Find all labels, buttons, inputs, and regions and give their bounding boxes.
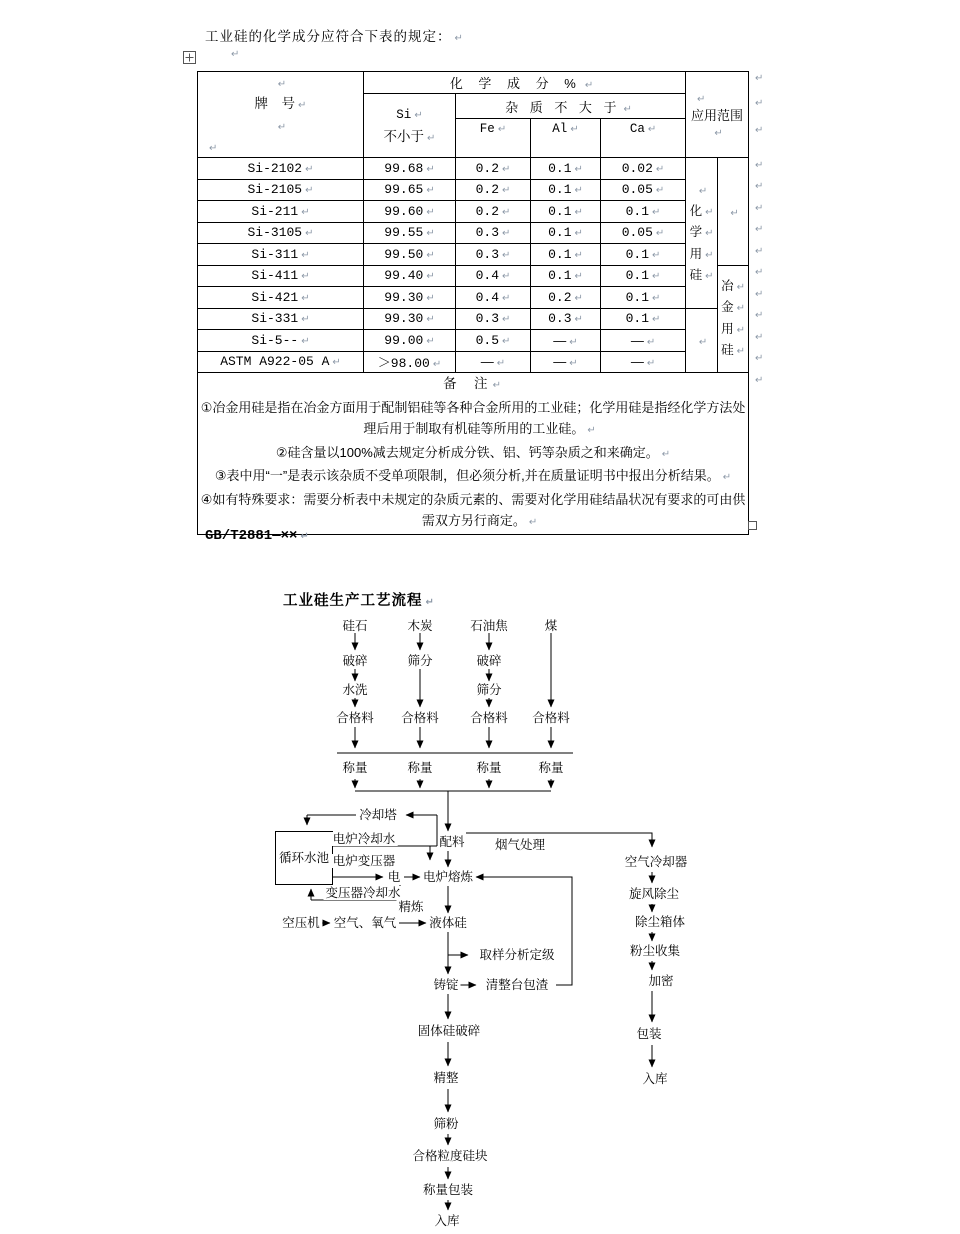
formatting-mark bbox=[198, 136, 363, 157]
al-cell: 0.2 ↵ bbox=[531, 287, 601, 309]
ca-cell: 0.1 ↵ bbox=[601, 265, 686, 287]
formatting-mark bbox=[752, 311, 763, 321]
formatting-mark bbox=[686, 91, 748, 105]
fe-cell: 0.3 ↵ bbox=[456, 222, 531, 244]
flow-node-densifying: 加密 bbox=[648, 974, 674, 988]
formatting-mark bbox=[752, 204, 763, 214]
grade-cell: Si-211 ↵ bbox=[198, 201, 364, 223]
formatting-mark bbox=[752, 126, 763, 136]
si-symbol: Si ↵ bbox=[364, 104, 455, 126]
grade-cell: Si-3105 ↵ bbox=[198, 222, 364, 244]
al-cell: 0.1 ↵ bbox=[531, 244, 601, 266]
flow-node-cyclone-dedusting: 旋风除尘 bbox=[628, 887, 680, 901]
si-cell: 99.68 ↵ bbox=[364, 158, 456, 180]
note-1: ①冶金用硅是指在冶金方面用于配制铝硅等各种合金所用的工业硅；化学用硅是指经化学方法处理后用于制取有机硅等所用的工业硅。 ↵ bbox=[198, 397, 748, 442]
grade-cell: Si-2102 ↵ bbox=[198, 158, 364, 180]
si-cell: 99.30 ↵ bbox=[364, 287, 456, 309]
si-cell: 99.55 ↵ bbox=[364, 222, 456, 244]
si-cell: 99.60 ↵ bbox=[364, 201, 456, 223]
flow-node-qualified-4: 合格料 bbox=[532, 711, 570, 725]
flow-node-furnace-cooling-water: 电炉冷却水 bbox=[332, 832, 396, 846]
flow-node-solid-silicon-crushing: 固体硅破碎 bbox=[417, 1024, 481, 1038]
flow-node-qualified-1: 合格料 bbox=[336, 711, 374, 725]
flow-node-storage-main: 入库 bbox=[434, 1214, 460, 1228]
fe-cell: — ↵ bbox=[456, 351, 531, 373]
grade-cell: Si-2105 ↵ bbox=[198, 179, 364, 201]
formatting-mark bbox=[752, 247, 763, 257]
application-empty-cell bbox=[686, 308, 718, 373]
ca-cell: 0.05 ↵ bbox=[601, 179, 686, 201]
app-chem-char: 化 ↵ bbox=[686, 201, 717, 223]
flow-node-charcoal: 木炭 bbox=[407, 619, 433, 633]
fe-cell: 0.3 ↵ bbox=[456, 244, 531, 266]
composition-header: 化 学 成 分 % ↵ bbox=[364, 72, 686, 94]
al-cell: 0.3 ↵ bbox=[531, 308, 601, 330]
formatting-mark bbox=[752, 376, 763, 386]
flow-node-batching: 配料 bbox=[439, 835, 465, 849]
ca-cell: 0.1 ↵ bbox=[601, 244, 686, 266]
formatting-mark bbox=[752, 74, 763, 84]
app-chem-char: 学 ↵ bbox=[686, 222, 717, 244]
flow-node-air-oxygen: 空气、氧气 bbox=[333, 916, 397, 930]
ca-cell: 0.1 ↵ bbox=[601, 201, 686, 223]
formatting-mark bbox=[686, 330, 717, 352]
formatting-mark bbox=[752, 161, 763, 171]
note-3: ③表中用“一”是表示该杂质不受单项限制，但必须分析,并在质量证明书中报出分析结果。 ↵ bbox=[198, 465, 748, 489]
standard-ref: GB/T2881—×× ↵ bbox=[205, 528, 309, 544]
table-row bbox=[198, 330, 749, 352]
flow-node-transformer-cooling-water: 变压器冷却水 bbox=[325, 886, 401, 900]
grade-cell: Si-331 ↵ bbox=[198, 308, 364, 330]
flow-node-powder-sieving: 筛粉 bbox=[433, 1117, 459, 1131]
application-chemical-cell bbox=[686, 158, 718, 309]
fe-header: Fe ↵ bbox=[456, 119, 531, 158]
fe-cell: 0.2 ↵ bbox=[456, 201, 531, 223]
flow-node-weigh-1: 称量 bbox=[342, 761, 368, 775]
formatting-mark bbox=[198, 72, 363, 93]
flow-node-wash: 水洗 bbox=[342, 683, 368, 697]
formatting-mark bbox=[752, 333, 763, 343]
flow-node-dust-collection: 粉尘收集 bbox=[629, 944, 681, 958]
al-cell: 0.1 ↵ bbox=[531, 201, 601, 223]
fe-cell: 0.2 ↵ bbox=[456, 158, 531, 180]
grade-cell: Si-421 ↵ bbox=[198, 287, 364, 309]
application-header-cell bbox=[686, 72, 749, 158]
table-row bbox=[198, 222, 749, 244]
al-cell: — ↵ bbox=[531, 351, 601, 373]
flow-node-crush-2: 破碎 bbox=[476, 654, 502, 668]
si-cell: ＞98.00 ↵ bbox=[364, 351, 456, 373]
formatting-mark bbox=[686, 179, 717, 201]
flow-node-cooling-tower: 冷却塔 bbox=[359, 808, 397, 822]
flow-node-qualified-2: 合格料 bbox=[401, 711, 439, 725]
si-cell: 99.40 ↵ bbox=[364, 265, 456, 287]
table-row bbox=[198, 265, 749, 287]
fe-cell: 0.4 ↵ bbox=[456, 265, 531, 287]
table-row bbox=[198, 179, 749, 201]
silicon-composition-table bbox=[197, 71, 749, 535]
flow-node-packing: 包装 bbox=[636, 1027, 662, 1041]
table-row bbox=[198, 244, 749, 266]
intro-text: 工业硅的化学成分应符合下表的规定： ↵ bbox=[205, 25, 464, 45]
al-cell: 0.1 ↵ bbox=[531, 158, 601, 180]
ca-cell: 0.02 ↵ bbox=[601, 158, 686, 180]
app-chem-char: 用 ↵ bbox=[686, 244, 717, 266]
flow-node-weighing-packing: 称量包装 bbox=[422, 1183, 474, 1197]
formatting-mark bbox=[718, 201, 748, 223]
note-2: ②硅含量以100%减去规定分析成分铁、铝、钙等杂质之和来确定。 ↵ bbox=[198, 442, 748, 466]
impurities-header: 杂 质 不 大 于 ↵ bbox=[456, 94, 686, 119]
formatting-mark bbox=[752, 354, 763, 364]
application-metallurgical-cell bbox=[718, 265, 749, 373]
fe-cell: 0.2 ↵ bbox=[456, 179, 531, 201]
flow-node-weigh-2: 称量 bbox=[407, 761, 433, 775]
app-chem-char: 硅 ↵ bbox=[686, 265, 717, 287]
table-move-handle-icon[interactable] bbox=[183, 51, 196, 69]
flow-node-ladle-slag-cleaning: 清整台包渣 bbox=[485, 978, 549, 992]
flow-node-silica: 硅石 bbox=[342, 619, 368, 633]
flow-node-sampling-grading: 取样分析定级 bbox=[479, 948, 555, 962]
grade-cell: Si-5-- ↵ bbox=[198, 330, 364, 352]
fe-cell: 0.3 ↵ bbox=[456, 308, 531, 330]
ca-cell: — ↵ bbox=[601, 351, 686, 373]
notes-cell bbox=[198, 373, 749, 535]
table-row bbox=[198, 287, 749, 309]
formatting-mark bbox=[752, 99, 763, 109]
al-cell: 0.1 ↵ bbox=[531, 222, 601, 244]
flow-node-circulating-pool: 循环水池 bbox=[275, 831, 333, 885]
ca-cell: — ↵ bbox=[601, 330, 686, 352]
si-header-cell bbox=[364, 94, 456, 158]
fe-cell: 0.4 ↵ bbox=[456, 287, 531, 309]
flow-node-smelting: 电炉熔炼 bbox=[422, 870, 474, 884]
flow-node-weigh-4: 称量 bbox=[538, 761, 564, 775]
ca-cell: 0.05 ↵ bbox=[601, 222, 686, 244]
flow-node-liquid-silicon: 液体硅 bbox=[429, 916, 467, 930]
app-met-char: 硅 ↵ bbox=[718, 340, 748, 362]
flowchart-title: 工业硅生产工艺流程 ↵ bbox=[283, 589, 435, 610]
flow-node-flue-gas-treatment: 烟气处理 bbox=[494, 838, 546, 852]
formatting-mark bbox=[198, 115, 363, 136]
al-cell: 0.1 ↵ bbox=[531, 265, 601, 287]
ca-cell: 0.1 ↵ bbox=[601, 308, 686, 330]
flow-node-refining: 精炼 bbox=[398, 900, 424, 914]
grade-header-cell bbox=[198, 72, 364, 158]
si-cell: 99.30 ↵ bbox=[364, 308, 456, 330]
formatting-mark bbox=[752, 225, 763, 235]
app-met-char: 冶 ↵ bbox=[718, 276, 748, 298]
flow-node-crush-1: 破碎 bbox=[342, 654, 368, 668]
application-header-label: 应用范围 ↵ bbox=[686, 105, 748, 139]
flow-node-qualified-3: 合格料 bbox=[470, 711, 508, 725]
grade-cell: Si-411 ↵ bbox=[198, 265, 364, 287]
flow-node-finishing: 精整 bbox=[433, 1071, 459, 1085]
table-row bbox=[198, 158, 749, 180]
al-cell: — ↵ bbox=[531, 330, 601, 352]
flow-node-qualified-silicon-lumps: 合格粒度硅块 bbox=[412, 1149, 488, 1163]
app-met-char: 金 ↵ bbox=[718, 297, 748, 319]
table-row bbox=[198, 351, 749, 373]
grade-header-label: 牌 号 ↵ bbox=[198, 93, 363, 115]
flow-node-air-compressor: 空压机 bbox=[282, 916, 320, 930]
si-cell: 99.65 ↵ bbox=[364, 179, 456, 201]
flow-node-electricity: 电 bbox=[387, 870, 401, 884]
ca-header: Ca ↵ bbox=[601, 119, 686, 158]
flow-node-furnace-transformer: 电炉变压器 bbox=[332, 854, 396, 868]
grade-cell: Si-311 ↵ bbox=[198, 244, 364, 266]
si-condition: 不小于 ↵ bbox=[364, 126, 455, 148]
al-header: Al ↵ bbox=[531, 119, 601, 158]
al-cell: 0.1 ↵ bbox=[531, 179, 601, 201]
formatting-mark bbox=[752, 290, 763, 300]
table-resize-handle[interactable] bbox=[748, 521, 757, 530]
application-empty-cell bbox=[718, 158, 749, 266]
ca-cell: 0.1 ↵ bbox=[601, 287, 686, 309]
flow-node-coal: 煤 bbox=[544, 619, 558, 633]
flow-node-air-cooler: 空气冷却器 bbox=[624, 855, 688, 869]
table-row bbox=[198, 308, 749, 330]
table-row bbox=[198, 201, 749, 223]
flow-node-sieve-1: 筛分 bbox=[407, 654, 433, 668]
flow-node-storage-right: 入库 bbox=[642, 1072, 668, 1086]
flow-node-ingot-casting: 铸锭 bbox=[433, 978, 459, 992]
fe-cell: 0.5 ↵ bbox=[456, 330, 531, 352]
formatting-mark bbox=[228, 50, 239, 60]
formatting-mark bbox=[752, 268, 763, 278]
flow-node-weigh-3: 称量 bbox=[476, 761, 502, 775]
si-cell: 99.50 ↵ bbox=[364, 244, 456, 266]
flow-node-dedusting-box: 除尘箱体 bbox=[634, 915, 686, 929]
formatting-mark bbox=[752, 182, 763, 192]
si-cell: 99.00 ↵ bbox=[364, 330, 456, 352]
flow-node-petroleum-coke: 石油焦 bbox=[470, 619, 508, 633]
note-4: ④如有特殊要求：需要分析表中未规定的杂质元素的、需要对化学用硅结晶状况有要求的可由供需双方另行商定。 ↵ bbox=[198, 489, 748, 534]
flow-node-sieve-2: 筛分 bbox=[476, 683, 502, 697]
grade-cell: ASTM A922-05 A ↵ bbox=[198, 351, 364, 373]
app-met-char: 用 ↵ bbox=[718, 319, 748, 341]
notes-title: 备 注 ↵ bbox=[198, 373, 748, 397]
